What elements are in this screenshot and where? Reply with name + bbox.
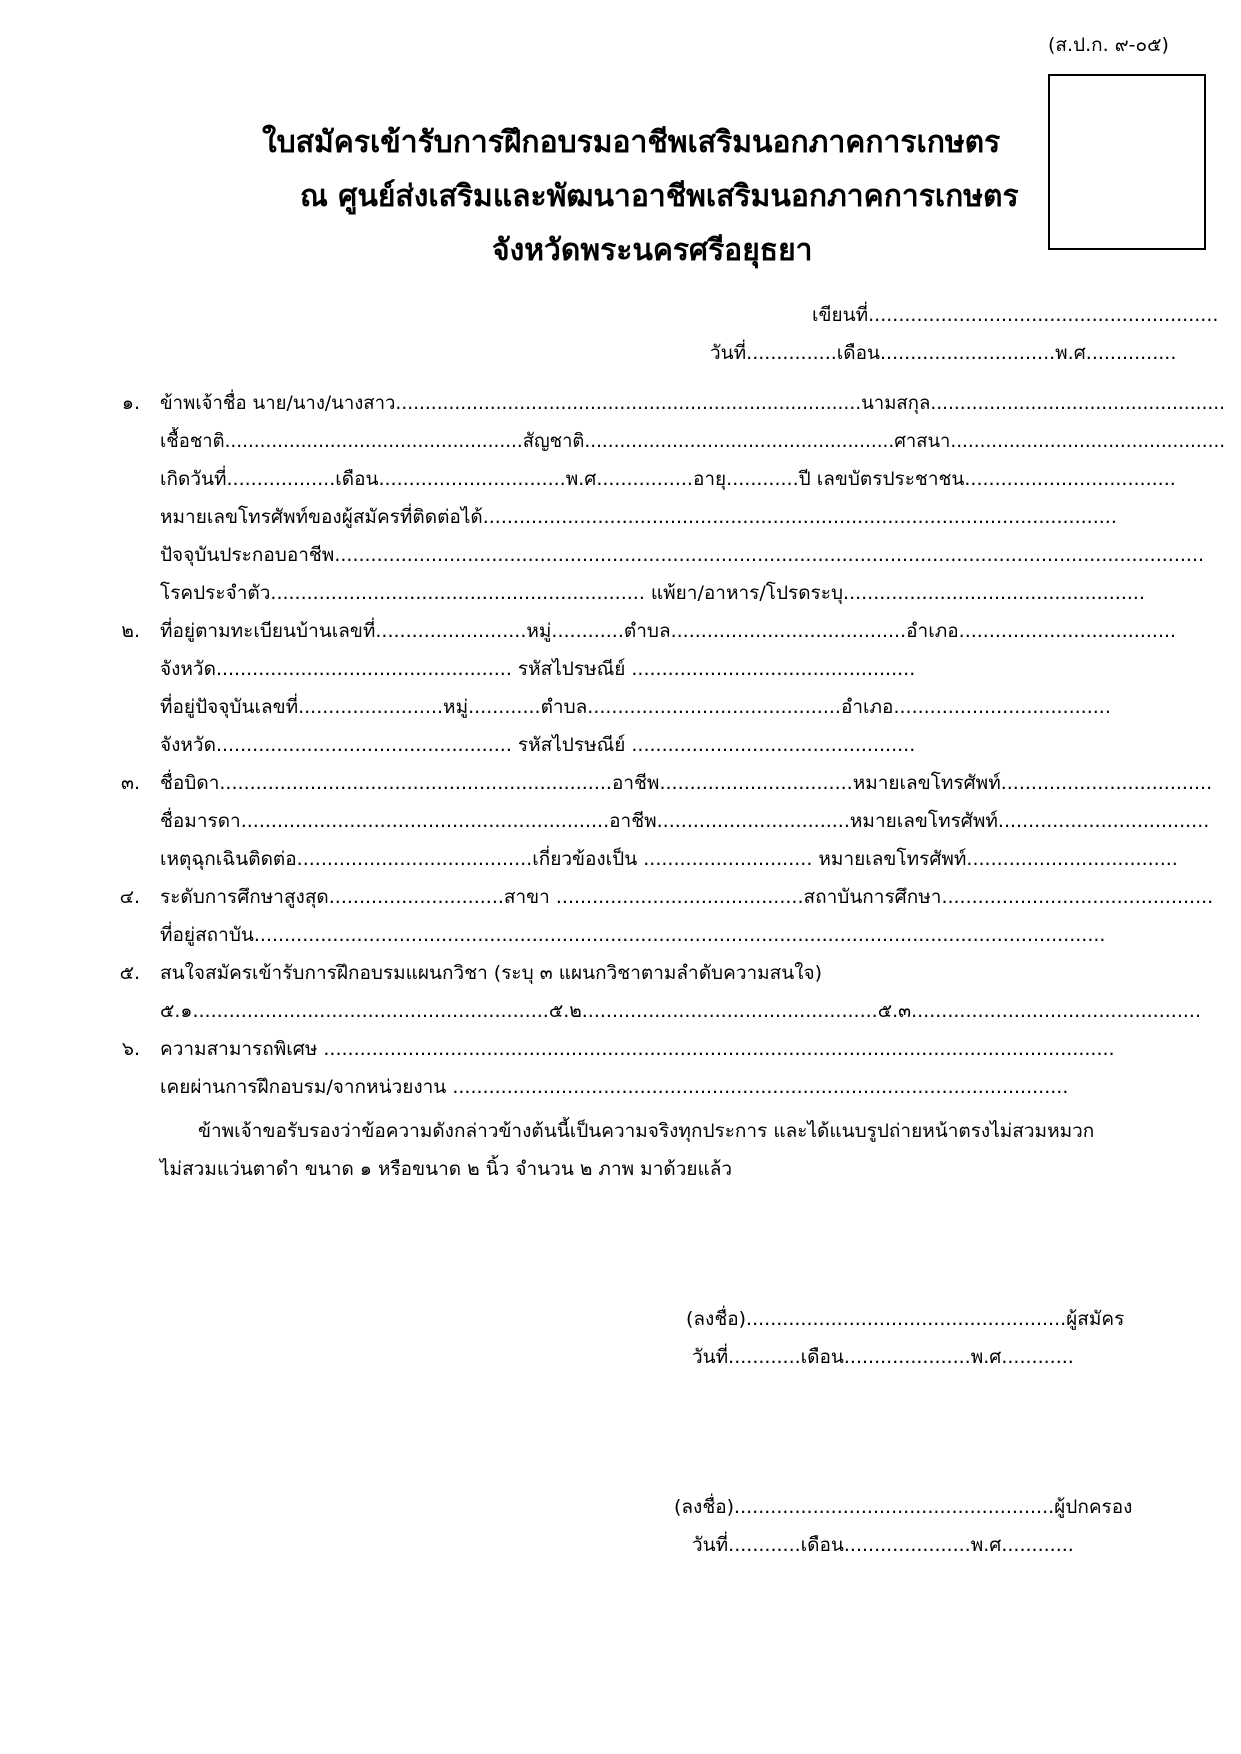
section-number: ๒. [121,620,140,642]
phone-field[interactable]: หมายเลขโทรศัพท์ของผู้สมัครที่ติดต่อได้......................................................................................................... [160,506,1117,528]
father-field[interactable]: ชื่อบิดา.................................................................อาชีพ................................หมายเลขโทรศัพท์................................... [160,772,1213,794]
section-number: ๔. [119,886,140,908]
institution-address-field[interactable]: ที่อยู่สถาบัน............................................................................................................................................. [160,924,1106,946]
current-address-field[interactable]: ที่อยู่ปัจจุบันเลขที่........................หมู่............ตำบล..........................................อำเภอ.................................... [160,696,1111,718]
interest-label: สนใจสมัครเข้ารับการฝึกอบรมแผนกวิชา (ระบุ ๓ แผนกวิชาตามลำดับความสนใจ) [160,962,823,984]
form-code: (ส.ป.ก. ๙-๐๕) [1048,34,1169,56]
name-field[interactable]: ข้าพเจ้าชื่อ นาย/นาง/นางสาว...............................................................................นามสกุล.................................................. [160,392,1226,414]
registered-address-field[interactable]: ที่อยู่ตามทะเบียนบ้านเลขที่.........................หมู่............ตำบล.......................................อำเภอ.................................... [160,620,1177,642]
emergency-contact-field[interactable]: เหตุฉุกเฉินติดต่อ.......................................เกี่ยวข้องเป็น ............................ หมายเลขโทรศัพท์................................... [160,848,1178,870]
section-number: ๑. [121,392,140,414]
current-province-field[interactable]: จังหวัด................................................. รหัสไปรษณีย์ ............................................... [160,734,916,756]
occupation-field[interactable]: ปัจจุบันประกอบอาชีพ................................................................................................................................................ [160,544,1205,566]
applicant-signature-date[interactable]: วันที่............เดือน.....................พ.ศ............ [692,1346,1074,1368]
date-field[interactable]: วันที่...............เดือน.............................พ.ศ............... [710,342,1177,364]
certification-text-cont: ไม่สวมแว่นตาดำ ขนาด ๑ หรือขนาด ๒ นิ้ว จำนวน ๒ ภาพ มาด้วยแล้ว [160,1158,733,1180]
guardian-signature-field[interactable]: (ลงชื่อ).....................................................ผู้ปกครอง [674,1496,1133,1518]
section-number: ๓. [120,772,140,794]
section-number: ๕. [119,962,140,984]
form-title-line3: จังหวัดพระนครศรีอยุธยา [492,233,813,268]
form-title-line2: ณ ศูนย์ส่งเสริมและพัฒนาอาชีพเสริมนอกภาคการเกษตร [300,179,1019,214]
photo-box [1048,74,1206,250]
registered-province-field[interactable]: จังหวัด................................................. รหัสไปรษณีย์ ............................................... [160,658,916,680]
birthdate-field[interactable]: เกิดวันที่..................เดือน...............................พ.ศ................อายุ............ปี เลขบัตรประชาชน................................... [160,468,1176,490]
course-choices-field[interactable]: ๕.๑...........................................................๕.๒.................................................๕.๓................................................ [160,1000,1202,1022]
special-ability-field[interactable]: ความสามารถพิเศษ ................................................................................................................................... [160,1038,1115,1060]
education-field[interactable]: ระดับการศึกษาสูงสุด.............................สาขา .........................................สถาบันการศึกษา............................................. [160,886,1214,908]
guardian-signature-date[interactable]: วันที่............เดือน.....................พ.ศ............ [692,1534,1074,1556]
ethnicity-field[interactable]: เชื้อชาติ...................................................สัญชาติ.....................................................ศาสนา............................................... [160,430,1226,452]
mother-field[interactable]: ชื่อมารดา.............................................................อาชีพ................................หมายเลขโทรศัพท์................................... [160,810,1210,832]
form-title-line1: ใบสมัครเข้ารับการฝึกอบรมอาชีพเสริมนอกภาคการเกษตร [262,125,1001,160]
section-number: ๖. [121,1038,140,1060]
certification-text: ข้าพเจ้าขอรับรองว่าข้อความดังกล่าวข้างต้นนี้เป็นความจริงทุกประการ และได้แนบรูปถ่ายหน้าตรงไม่สวมหมวก [198,1120,1095,1142]
written-at-field[interactable]: เขียนที่.......................................................... [812,304,1219,326]
previous-training-field[interactable]: เคยผ่านการฝึกอบรม/จากหน่วยงาน ...................................................................................................... [160,1076,1069,1098]
applicant-signature-field[interactable]: (ลงชื่อ).....................................................ผู้สมัคร [686,1308,1125,1330]
disease-field[interactable]: โรคประจำตัว.............................................................. แพ้ยา/อาหาร/โปรดระบุ.................................................. [160,582,1146,604]
